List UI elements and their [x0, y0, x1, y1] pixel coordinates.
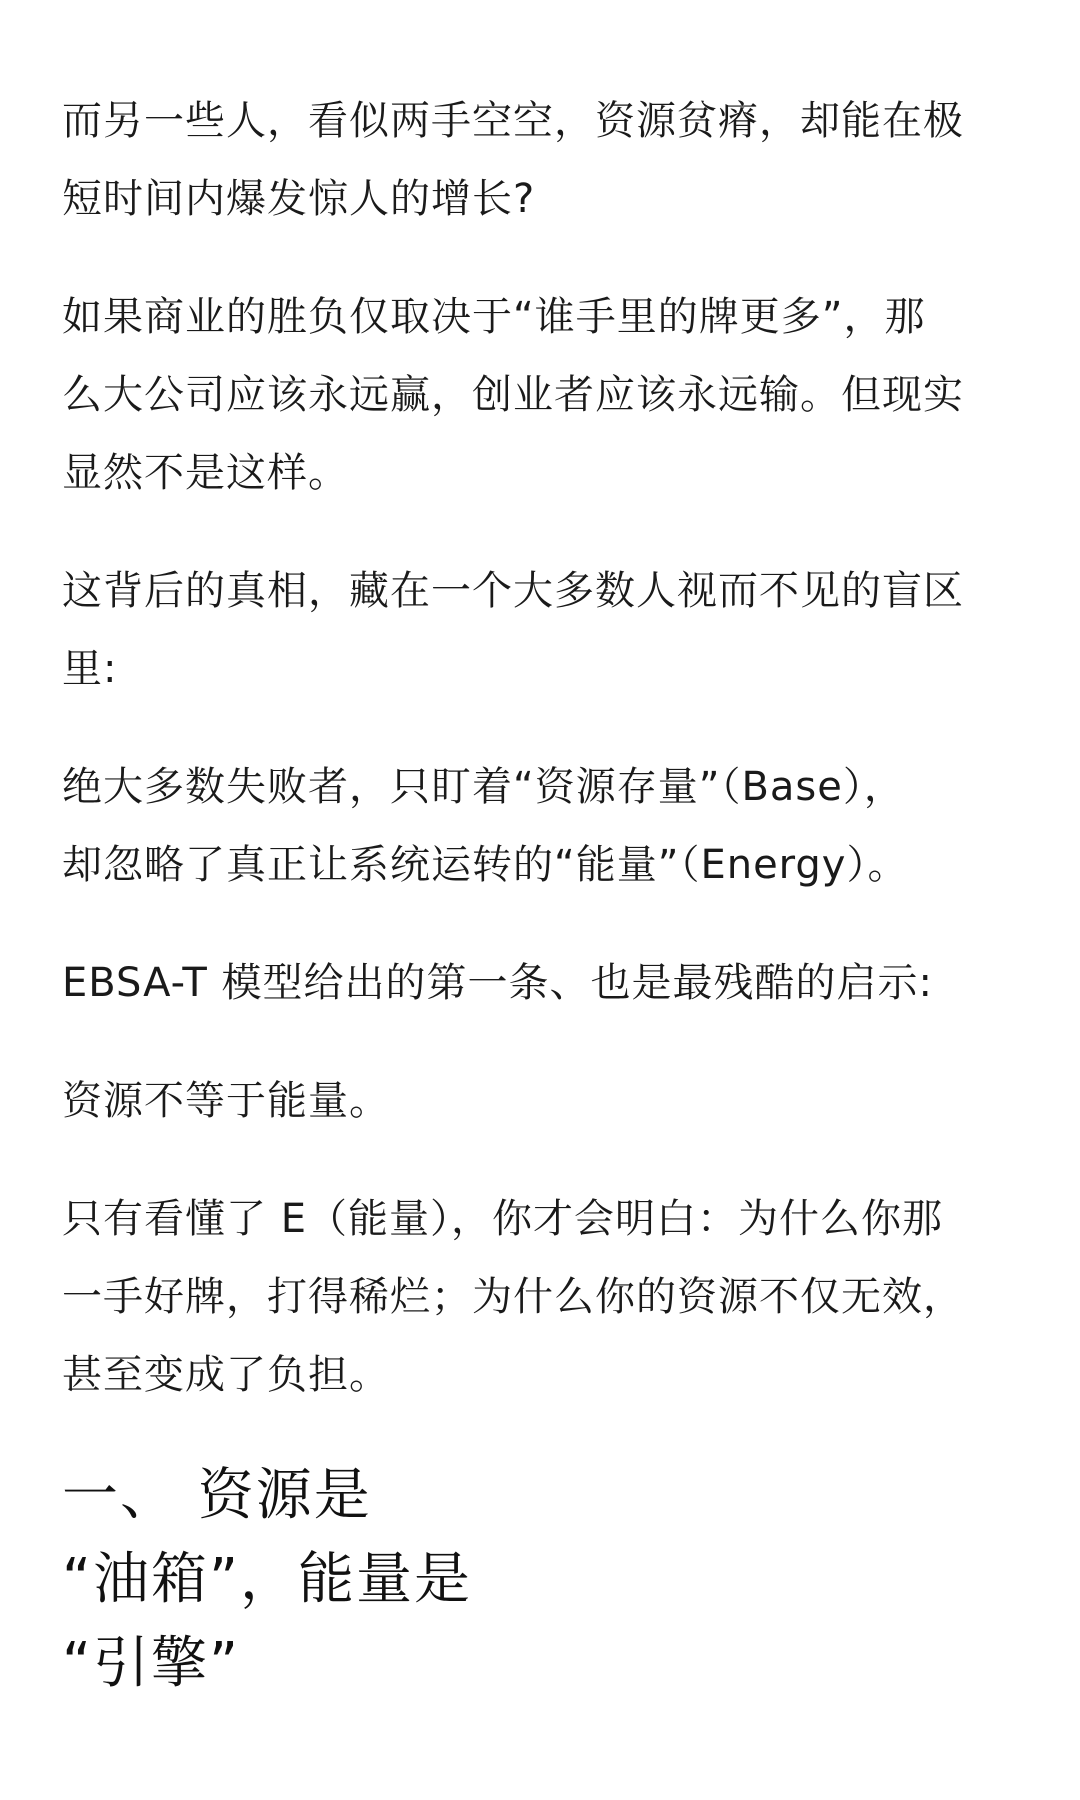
text-line: 甚至变成了负担。: [62, 1352, 390, 1398]
heading-line: 一、 资源是: [62, 1463, 372, 1528]
paragraph: [62, 748, 1028, 904]
text-line: 绝大多数失败者，只盯着“资源存量”（Base），: [62, 764, 905, 810]
heading-line: “引擎”: [62, 1631, 241, 1696]
paragraph: [62, 1180, 1028, 1414]
text-line: EBSA-T 模型给出的第一条、也是最残酷的启示:: [62, 960, 934, 1006]
paragraph: [62, 82, 1028, 238]
text-line: 显然不是这样。: [62, 450, 349, 496]
text-line: 如果商业的胜负仅取决于“谁手里的牌更多”，那: [62, 294, 926, 340]
text-line: 这背后的真相，藏在一个大多数人视而不见的盲区: [62, 568, 964, 614]
text-line: 一手好牌，打得稀烂；为什么你的资源不仅无效，: [62, 1274, 964, 1320]
text-line: 只有看懂了 E（能量），你才会明白：为什么你那: [62, 1196, 943, 1242]
text-line: 却忽略了真正让系统运转的“能量”（Energy）。: [62, 842, 909, 888]
paragraph: [62, 552, 1028, 708]
heading-line: “油箱”，能量是: [62, 1547, 473, 1612]
paragraph: [62, 278, 1028, 512]
paragraph: [62, 1062, 1028, 1140]
text-line: 而另一些人，看似两手空空，资源贫瘠，却能在极: [62, 98, 964, 144]
text-line: 么大公司应该永远赢，创业者应该永远输。但现实: [62, 372, 964, 418]
text-line: 里:: [62, 646, 118, 692]
text-line: 短时间内爆发惊人的增长?: [62, 176, 536, 222]
article-body: [62, 82, 1028, 1706]
text-line: 资源不等于能量。: [62, 1078, 390, 1124]
section-heading: [62, 1454, 1028, 1706]
paragraph: [62, 944, 1028, 1022]
